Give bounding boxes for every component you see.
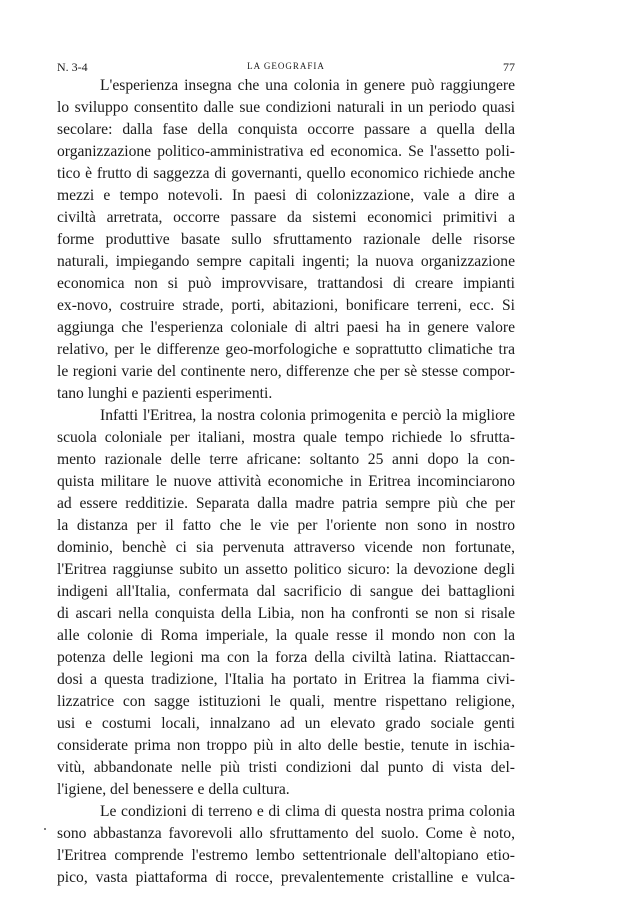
issue-number: N. 3-4 xyxy=(57,60,88,74)
text-line: l'igiene, del benessere e della cultura. xyxy=(57,781,290,798)
text-line: potenza delle legioni ma con la forza della civiltà latina. Riattaccan- xyxy=(57,649,515,666)
text-line: tano lunghi e pazienti esperimenti. xyxy=(57,385,273,402)
text-line: pico, vasta piattaforma di rocce, prevalentemente cristalline e vulca- xyxy=(57,869,515,886)
text-line: di ascari nella conquista della Libia, non ha confronti se non si risale xyxy=(57,605,515,622)
text-line: dosi a questa tradizione, l'Italia ha portato in Eritrea la fiamma civi- xyxy=(57,671,515,688)
text-line: dominio, benchè ci sia pervenuta attraverso vicende non fortunate, xyxy=(57,539,515,556)
text-line: ad essere redditizie. Separata dalla madre patria sempre più che per xyxy=(57,495,515,512)
text-line: lizzatrice con sagge istituzioni le quali, mentre rispettano religione, xyxy=(57,693,515,710)
text-line: le regioni varie del continente nero, differenze che per sè stesse compor- xyxy=(57,363,515,380)
text-line: considerate prima non troppo più in alto delle bestie, tenute in ischia- xyxy=(57,737,515,754)
text-line: aggiunga che l'esperienza coloniale di altri paesi ha in genere valore xyxy=(57,319,515,336)
text-line: economica non si può improvvisare, trattandosi di creare impianti xyxy=(57,275,515,292)
text-line: la distanza per il fatto che le vie per l'oriente non sono in nostro xyxy=(57,517,515,534)
text-line: organizzazione politico-amministrativa ed economica. Se l'assetto poli- xyxy=(57,143,515,160)
journal-title: LA GEOGRAFIA xyxy=(247,61,325,71)
text-line: relativo, per le differenze geo-morfologiche e soprattutto climatiche tra xyxy=(57,341,515,358)
scan-speck xyxy=(44,828,46,830)
text-line: sono abbastanza favorevoli allo sfruttamento del suolo. Come è noto, xyxy=(57,825,515,842)
text-line: indigeni all'Italia, confermata dal sacrificio di sangue dei battaglioni xyxy=(57,583,515,600)
text-line: forme produttive basate sullo sfruttamento razionale delle risorse xyxy=(57,231,515,248)
text-line: Le condizioni di terreno e di clima di questa nostra prima colonia xyxy=(100,803,515,820)
page-number: 77 xyxy=(503,60,515,74)
text-line: lo sviluppo consentito dalle sue condizioni naturali in un periodo quasi xyxy=(57,99,515,116)
text-line: usi e costumi locali, innalzano ad un elevato grado sociale genti xyxy=(57,715,515,732)
text-line: alle colonie di Roma imperiale, la quale resse il mondo non con la xyxy=(57,627,515,644)
text-line: mento razionale delle terre africane: soltanto 25 anni dopo la con- xyxy=(57,451,515,468)
text-line: L'esperienza insegna che una colonia in genere può raggiungere xyxy=(100,77,515,94)
text-line: Infatti l'Eritrea, la nostra colonia primogenita e perciò la migliore xyxy=(100,407,515,424)
text-line: naturali, impiegando sempre capitali ingenti; la nuova organizzazione xyxy=(57,253,515,270)
text-line: l'Eritrea comprende l'estremo lembo settentrionale dell'altopiano etio- xyxy=(57,847,515,864)
text-line: mezzi e tempo notevoli. In paesi di colonizzazione, vale a dire a xyxy=(57,187,515,204)
text-line: civiltà arretrata, occorre passare da sistemi economici primitivi a xyxy=(57,209,515,226)
text-line: l'Eritrea raggiunse subito un assetto politico sicuro: la devozione degli xyxy=(57,561,515,578)
text-line: scuola coloniale per italiani, mostra quale tempo richiede lo sfrutta- xyxy=(57,429,515,446)
text-line: quista militare le nuove attività economiche in Eritrea incominciarono xyxy=(57,473,515,490)
text-line: ex-novo, costruire strade, porti, abitazioni, bonificare terreni, ecc. Si xyxy=(57,297,515,314)
text-line: tico è frutto di saggezza di governanti, quello economico richiede anche xyxy=(57,165,515,182)
text-line: secolare: dalla fase della conquista occorre passare a quella della xyxy=(57,121,515,138)
text-line: vitù, abbandonate nelle più tristi condizioni dal punto di vista del- xyxy=(57,759,515,776)
